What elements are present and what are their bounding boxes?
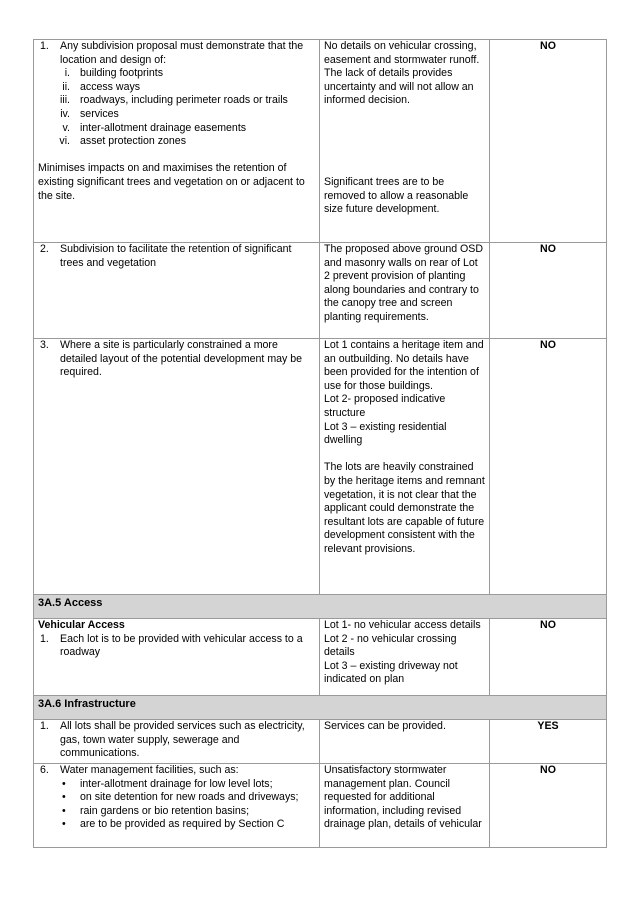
- comment-cell: [320, 40, 490, 243]
- comment-text: No details on vehicular crossing, easement and stormwater runoff. The lack of details provides uncertainty and will not allow an informed decision.: [324, 40, 480, 107]
- requirement-cell: [34, 720, 320, 764]
- compliance-cell: NO: [490, 243, 607, 339]
- bullet-icon: •: [62, 777, 66, 790]
- sub-item: v. inter-allotment drainage easements: [62, 121, 247, 134]
- compliance-cell: NO: [490, 339, 607, 595]
- table-row: [34, 243, 607, 339]
- item-extra-text: Minimises impacts on and maximises the retention of existing significant trees and vegetation on or adjacent to the site.: [38, 162, 305, 202]
- sub-item: vi. asset protection zones: [59, 135, 186, 148]
- requirement-cell: [34, 40, 320, 243]
- table-row: [34, 40, 607, 243]
- section-header-row: [34, 696, 607, 720]
- table-row: [34, 619, 607, 696]
- comment-text: Significant trees are to be removed to allow a reasonable size future development.: [324, 175, 469, 216]
- bullet-item: • are to be provided as required by Section C: [38, 818, 315, 832]
- sub-item: iii. roadways, including perimeter roads or trails: [59, 94, 288, 107]
- comment-text: The proposed above ground OSD and masonry walls on rear of Lot 2 prevent provision of planting along boundaries and contrary to the canopy tree and screen planting requirements.: [324, 243, 484, 323]
- requirement-cell: [34, 764, 320, 848]
- comment-text: Lot 3 – existing residential dwelling: [324, 420, 447, 447]
- sub-item: i. building footprints: [64, 67, 164, 80]
- comment-text: Lot 2 - no vehicular crossing details: [324, 632, 457, 659]
- comment-text: The lots are heavily constrained by the heritage items and remnant vegetation, it is not clear that the applicant could demonstrate the resultant lots are capable of future development consistent with the relevant provisions.: [324, 461, 485, 555]
- item-text: Water management facilities, such as:: [60, 764, 239, 776]
- table-row: [34, 764, 607, 848]
- compliance-cell: NO: [490, 40, 607, 243]
- comment-text: Lot 2- proposed indicative structure: [324, 393, 446, 419]
- item-text: Where a site is particularly constrained a more detailed layout of the potential development may be required.: [60, 339, 303, 379]
- bullet-item: • rain gardens or bio retention basins;: [38, 805, 315, 819]
- compliance-cell: NO: [490, 764, 607, 848]
- sub-item: ii. access ways: [62, 80, 141, 93]
- item-text: Each lot is to be provided with vehicular access to a roadway: [60, 632, 303, 659]
- section-header-row: [34, 595, 607, 619]
- comment-text: Lot 1- no vehicular access details: [324, 619, 481, 631]
- bullet-icon: •: [62, 804, 66, 817]
- comment-cell: [320, 339, 490, 595]
- requirement-cell: [34, 243, 320, 339]
- requirement-heading: Vehicular Access: [38, 619, 125, 631]
- section-title: 3A.6 Infrastructure: [34, 696, 607, 720]
- table-row: [34, 720, 607, 764]
- bullet-icon: •: [62, 818, 66, 831]
- item-number: 1.: [40, 632, 49, 645]
- comment-text: Services can be provided.: [324, 720, 446, 732]
- compliance-cell: YES: [490, 720, 607, 764]
- sub-item: iv. services: [60, 107, 119, 120]
- comment-cell: [320, 243, 490, 339]
- bullet-item: • on site detention for new roads and driveways;: [38, 791, 315, 805]
- item-number: 2.: [40, 243, 49, 255]
- comment-text: Unsatisfactory stormwater management plan. Council requested for additional information, including revised drainage plan, details of vehicular: [324, 764, 482, 831]
- item-text: Any subdivision proposal must demonstrate that the location and design of:: [60, 40, 304, 66]
- item-number: 3.: [40, 339, 49, 351]
- item-number: 1.: [40, 720, 49, 732]
- table-row: [34, 339, 607, 595]
- item-number: 6.: [40, 764, 49, 776]
- compliance-cell: NO: [490, 619, 607, 696]
- requirement-cell: [34, 619, 320, 696]
- compliance-table: [33, 39, 607, 848]
- assessment-document: [33, 39, 606, 848]
- section-title: 3A.5 Access: [34, 595, 607, 619]
- comment-text: Lot 3 – existing driveway not indicated on plan: [324, 659, 458, 686]
- comment-cell: [320, 764, 490, 848]
- comment-text: Lot 1 contains a heritage item and an outbuilding. No details have been provided for the intention of use for those buildings.: [324, 339, 484, 392]
- item-text: All lots shall be provided services such as electricity, gas, town water supply, sewerage and communications.: [60, 720, 305, 760]
- item-text: Subdivision to facilitate the retention of significant trees and vegetation: [60, 243, 292, 269]
- comment-cell: [320, 720, 490, 764]
- bullet-icon: •: [62, 791, 66, 804]
- comment-cell: [320, 619, 490, 696]
- bullet-item: • inter-allotment drainage for low level lots;: [38, 778, 315, 792]
- requirement-cell: [34, 339, 320, 595]
- item-number: 1.: [40, 40, 49, 52]
